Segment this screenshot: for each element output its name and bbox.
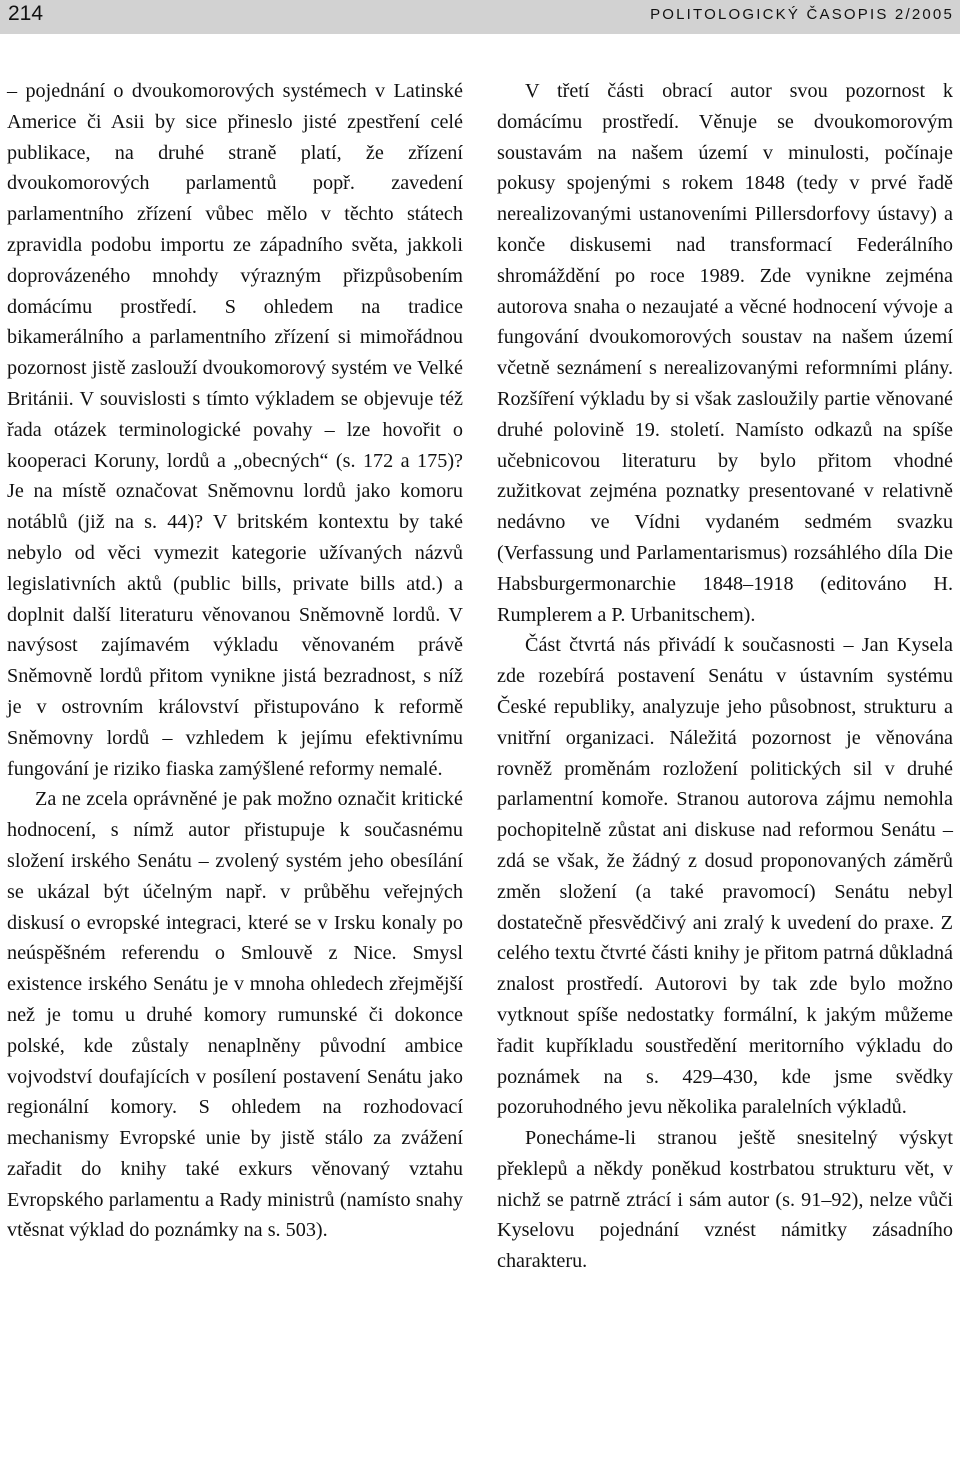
right-paragraph-1: V třetí části obrací autor svou pozornost k domácímu prostředí. Věnuje se dvoukomorovým soustavám na našem území v minulosti, počínaje pokusy spojenými s rokem 1848 (tedy v prvé řadě nerealizovanými ustanoveními Pillersdorfovy ústavy) a konče diskusemi nad transformací Federálního shromáždění po roce 1989. Zde vynikne zejména autorova snaha o nezaujaté a věcné hodnocení vývoje a fungování dvoukomorových soustav na našem území včetně seznámení s nerealizovanými reformními plány. Rozšíření výkladu by si však zasloužily partie věnované druhé polovině 19. století. Namísto odkazů na spíše učebnicovou literaturu by bylo přitom vhodné zužitkovat zejména poznatky presentované v relativně nedávno ve Vídni vydaném sedmém svazku (Verfassung und Parlamentarismus) rozsáhlého díla Die Habsburgermonarchie 1848–1918 (editováno H. Rumplerem a P. Urbanitschem). xyxy=(497,80,953,626)
right-column xyxy=(497,76,953,1277)
page-number: 214 xyxy=(8,2,44,25)
right-paragraph-2: Část čtvrtá nás přivádí k současnosti – Jan Kysela zde rozebírá postavení Senátu v ústavním systému České republiky, analyzuje jeho působnost, strukturu a vnitřní organizaci. Náležitá pozornost je věnována rovněž proměnám rozložení politických sil v druhé parlamentní komoře. Stranou autorova zájmu nemohla pochopitelně zůstat ani diskuse nad reformou Senátu – zdá se však, že žádný z dosud proponovaných záměrů změn složení (a také pravomocí) Senátu nebyl dostatečně přesvědčivý ani zralý k uvedení do praxe. Z celého textu čtvrté části knihy je přitom patrná důkladná znalost prostředí. Autorovi by tak zde bylo možno vytknout spíše nedostatky formální, k jakým můžeme řadit kupříkladu soustředění meritorního výkladu do poznámek na s. 429–430, kde jsme svědky pozoruhodného jevu několika paralelních výkladů. xyxy=(497,634,953,1119)
left-paragraph-2: Za ne zcela oprávněné je pak možno označit kritické hodnocení, s nímž autor přistupuje k současnému složení irského Senátu – zvolený systém jeho obesílání se ukázal být účelným např. v průběhu veřejných diskusí o evropské integraci, které se v Irsku konaly po neúspěšném referendu o Smlouvě z Nice. Smysl existence irského Senátu je v mnoha ohledech zřejmější než je tomu u druhé komory rumunské či dokonce polské, kde zůstaly nenaplněny původní ambice vojvodství doufajících v posílení postavení Senátu jako regionální komory. S ohledem na rozhodovací mechanismy Evropské unie by jistě stálo za zvážení zařadit do knihy také exkurs věnovaný vztahu Evropského parlamentu a Rady ministrů (namísto snahy vtěsnat výklad do poznámky na s. 503). xyxy=(7,788,463,1242)
left-column xyxy=(7,76,463,1246)
right-paragraph-3: Ponecháme-li stranou ještě snesitelný výskyt překlepů a někdy poněkud kostrbatou strukturu vět, v nichž se patrně ztrácí i sám autor (s. 91–92), nelze vůči Kyselovu pojednání vznést námitky zásadního charakteru. xyxy=(497,1127,953,1273)
page-header xyxy=(0,0,960,34)
left-paragraph-1: – pojednání o dvoukomorových systémech v Latinské Americe či Asii by sice přineslo jisté zpestření celé publikace, na druhé straně platí, že zřízení dvoukomorových parlamentů popř. zavedení parlamentního zřízení vůbec mělo v těchto státech zpravidla podobu importu ze západního světa, jakkoli doprovázeného mnohdy výrazným přizpůsobením domácímu prostředí. S ohledem na tradice bikamerálního a parlamentního zřízení si mimořádnou pozornost jistě zaslouží dvoukomorový systém ve Velké Británii. V souvislosti s tímto výkladem se objevuje též řada otázek terminologické povahy – lze hovořit o kooperaci Koruny, lordů a „obecných“ (s. 172 a 175)? Je na místě označovat Sněmovnu lordů jako komoru notáblů (již na s. 44)? V britském kontextu by také nebylo od věci vymezit kategorie užívaných názvů legislativních aktů (public bills, private bills atd.) a doplnit další literaturu věnovanou Sněmovně lordů. V navýsost zajímavém výkladu věnovaném právě Sněmovně lordů přitom vynikne jistá bezradnost, s níž je v ostrovním království přistupováno k reformě Sněmovny lordů – vzhledem k jejímu efektivnímu fungování je riziko fiaska zamýšlené reformy nemalé. xyxy=(7,80,463,780)
journal-title: POLITOLOGICKÝ ČASOPIS 2/2005 xyxy=(650,6,954,23)
